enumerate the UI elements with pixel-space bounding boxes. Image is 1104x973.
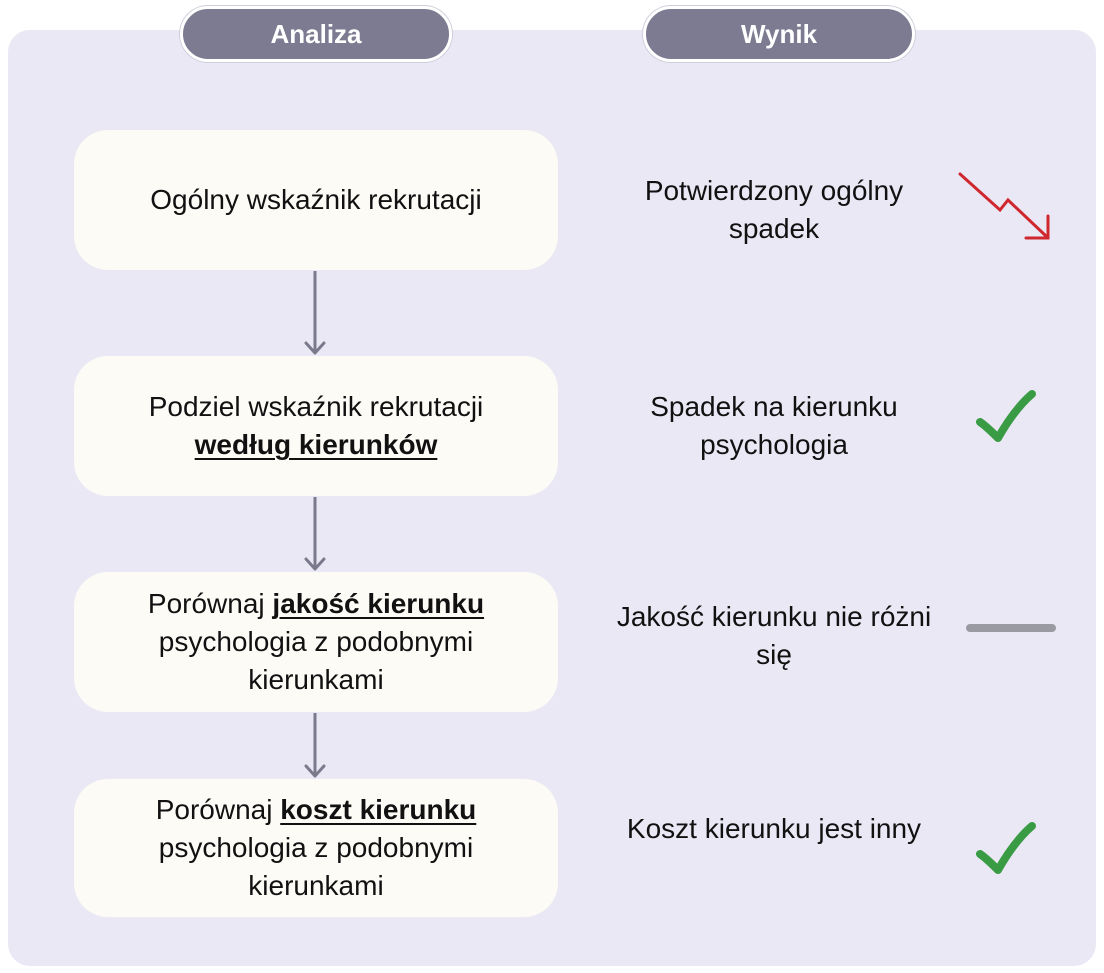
checkmark-icon xyxy=(972,388,1042,450)
step-3-emphasis: jakość kierunku xyxy=(272,588,485,619)
step-4-text: Porównaj xyxy=(155,794,281,825)
step-4-text-post: psychologia z podobnymi kierunkami xyxy=(158,832,474,901)
trend-down-arrow-icon xyxy=(952,166,1062,250)
result-1-text: Potwierdzony ogólny spadek xyxy=(644,175,904,244)
result-2-text: Spadek na kierunku psychologia xyxy=(650,391,898,460)
step-2-emphasis: według kierunków xyxy=(194,429,438,460)
header-result-label: Wynik xyxy=(740,18,818,49)
step-3-text: Porównaj xyxy=(147,588,273,619)
checkmark-icon xyxy=(972,820,1042,882)
arrow-step-2-to-3 xyxy=(306,497,324,569)
step-3-text-post: psychologia z podobnymi kierunkami xyxy=(158,626,474,695)
step-1-text: Ogólny wskaźnik rekrutacji xyxy=(150,184,482,215)
arrow-step-1-to-2 xyxy=(306,271,324,353)
dash-icon xyxy=(964,618,1058,638)
step-2-text: Podziel wskaźnik rekrutacji xyxy=(148,391,484,422)
arrow-step-3-to-4 xyxy=(306,713,324,776)
step-4-emphasis: koszt kierunku xyxy=(280,794,477,825)
result-3-text: Jakość kierunku nie różni się xyxy=(616,601,932,670)
result-4-text: Koszt kierunku jest inny xyxy=(626,813,922,844)
header-analysis-label: Analiza xyxy=(270,18,362,49)
